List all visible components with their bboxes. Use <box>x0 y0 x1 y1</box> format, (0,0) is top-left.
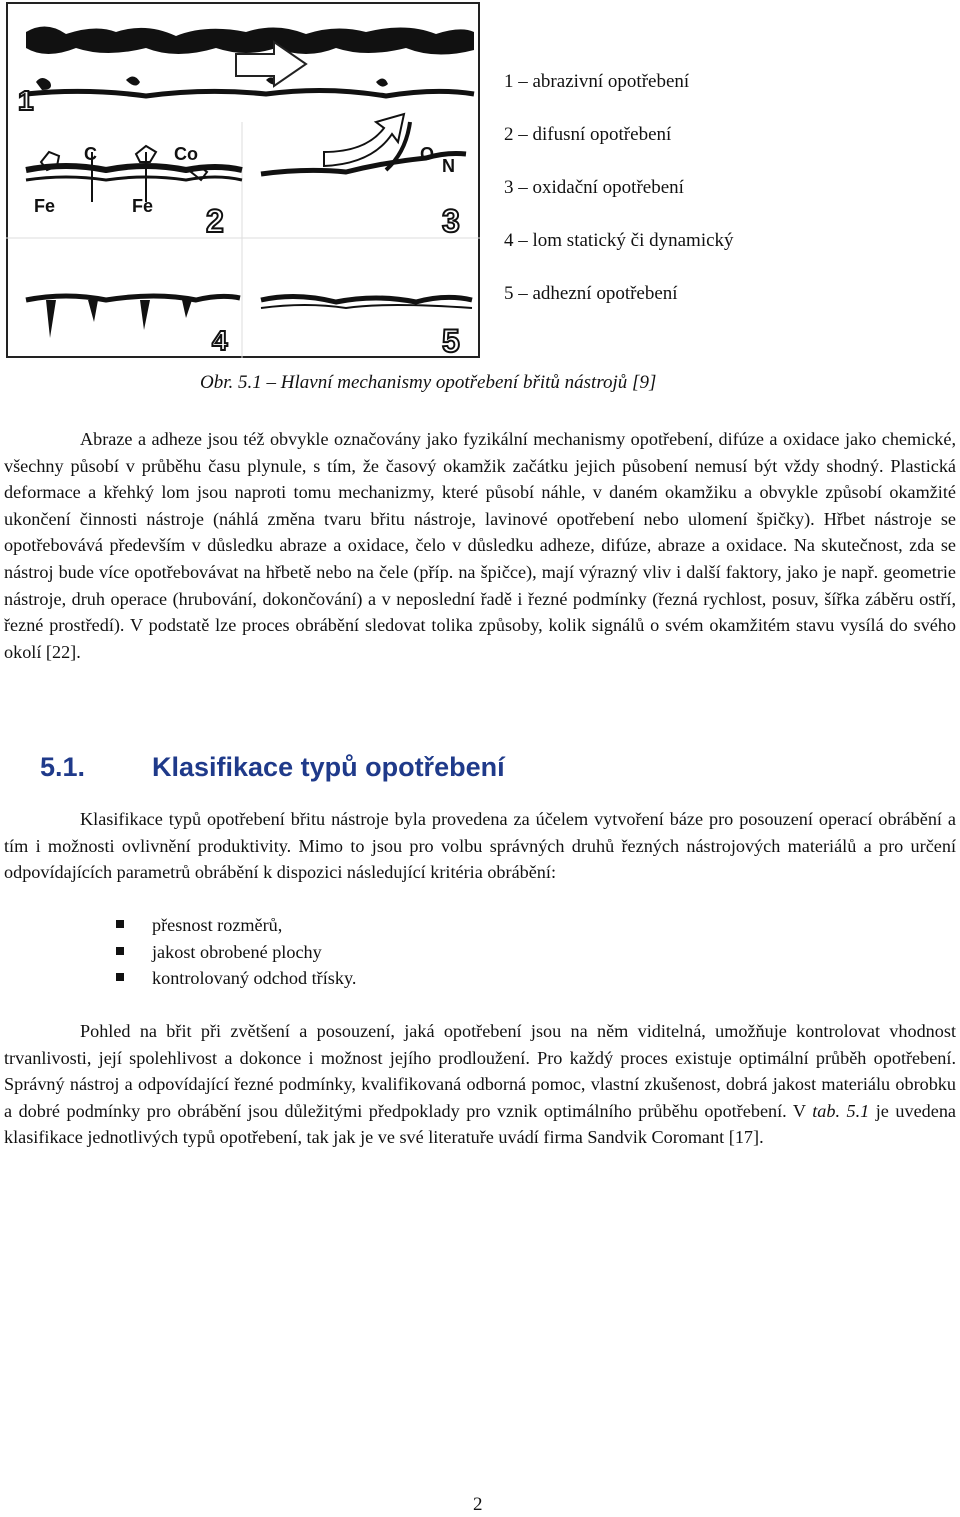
chem-label-n: N <box>442 156 455 176</box>
list-item: jakost obrobené plochy <box>116 939 356 966</box>
list-item: kontrolovaný odchod třísky. <box>116 965 356 992</box>
table-reference: tab. 5.1 <box>812 1100 870 1121</box>
wear-mechanisms-figure <box>6 2 480 358</box>
panel-number-2: 2 <box>206 203 224 239</box>
chem-label-co: Co <box>174 144 198 164</box>
page-number: 2 <box>473 1494 483 1515</box>
legend-item: 2 – difusní opotřebení <box>504 124 672 145</box>
criteria-list <box>116 912 356 992</box>
square-bullet-icon <box>116 947 124 955</box>
paragraph-1-text: Abraze a adheze jsou též obvykle označovány jako fyzikální mechanismy opotřebení, difúze a oxidace jako chemické, všechny působí v průběhu času plynule, s tím, že časový okamžik začátku jejich působení nemusí být vždy shodný. Plastická deformace a křehký lom jsou naproti tomu mechanizmy, které působí náhle, v daném okamžiku a obvykle způsobí okamžité ukončení činnosti nástroje (náhlá změna tvaru břitu nástroje, lavinové opotřebení nebo ulomení špičky). Hřbet nástroje se opotřebovává především v důsledku abraze a oxidace, čelo v důsledku adheze, difúze, abraze a oxidace. Na skutečnost, zda se nástroj bude více opotřebovávat na hřbetě nebo na čele (příp. na špičce), mají výrazný vliv i další faktory, jako je např. geometrie nástroje, druh operace (hrubování, dokončování) a v neposlední řadě i řezné podmínky (řezná rychlost, posuv, šířka záběru ostří, řezné prostředí). V podstatě lze proces obrábění sledovat tolika způsoby, kolik signálů o svém okamžitém stavu vysílá do svého okolí [22]. <box>4 429 956 662</box>
square-bullet-icon <box>116 920 124 928</box>
chem-label-fe-1: Fe <box>34 196 56 216</box>
section-title: Klasifikace typů opotřebení <box>152 752 505 782</box>
paragraph-2-text: Klasifikace typů opotřebení břitu nástroje byla provedena za účelem vytvoření báze pro posouzení operací obrábění a tím i možnosti ovlivnění produktivity. Mimo to jsou pro volbu správných druhů řezných nástrojových materiálů a pro určení odpovídajících parametrů obrábění k dispozici následující kritéria obrábění: <box>4 809 956 883</box>
panel-number-4: 4 <box>212 325 228 356</box>
chem-label-fe-2: Fe <box>132 196 154 216</box>
paragraph-3: Pohled na břit při zvětšení a posouzení, jaká opotřebení jsou na něm viditelná, umožňuje kontrolovat vhodnost trvanlivosti, její spolehlivost a dokonce i možnost jejího prodloužení. Pro každý proces existuje optimální průběh opotřebení. Správný nástroj a odpovídající řezné podmínky, kvalifikovaná odborná pomoc, vlastní zkušenost, dobrá jakost materiálu obrobku a dobré podmínky pro obrábění jsou důležitými předpoklady pro vznik optimálního průběhu opotřebení. V tab. 5.1 je uvedena klasifikace jednotlivých typů opotřebení, tak jak je ve své literatuře uvádí firma Sandvik Coromant [17]. <box>4 1021 956 1148</box>
square-bullet-icon <box>116 973 124 981</box>
figure-caption: Obr. 5.1 – Hlavní mechanismy opotřebení břitů nástrojů [9] <box>200 372 657 393</box>
paragraph-1 <box>4 426 956 665</box>
legend-item: 3 – oxidační opotřebení <box>504 177 684 198</box>
legend-item: 5 – adhezní opotřebení <box>504 283 678 304</box>
chem-label-o: O <box>420 144 435 164</box>
list-item: přesnost rozměrů, <box>116 912 356 939</box>
section-heading <box>40 752 505 783</box>
panel-number-5: 5 <box>442 323 460 358</box>
legend-item: 1 – abrazivní opotřebení <box>504 71 690 92</box>
panel-number-1: 1 <box>18 85 34 116</box>
section-number: 5.1. <box>40 752 86 782</box>
chem-label-c: C <box>84 144 97 164</box>
panel-number-3: 3 <box>442 203 460 239</box>
paragraph-2 <box>4 806 956 886</box>
figure-legend <box>504 55 734 320</box>
legend-item: 4 – lom statický či dynamický <box>504 230 734 251</box>
